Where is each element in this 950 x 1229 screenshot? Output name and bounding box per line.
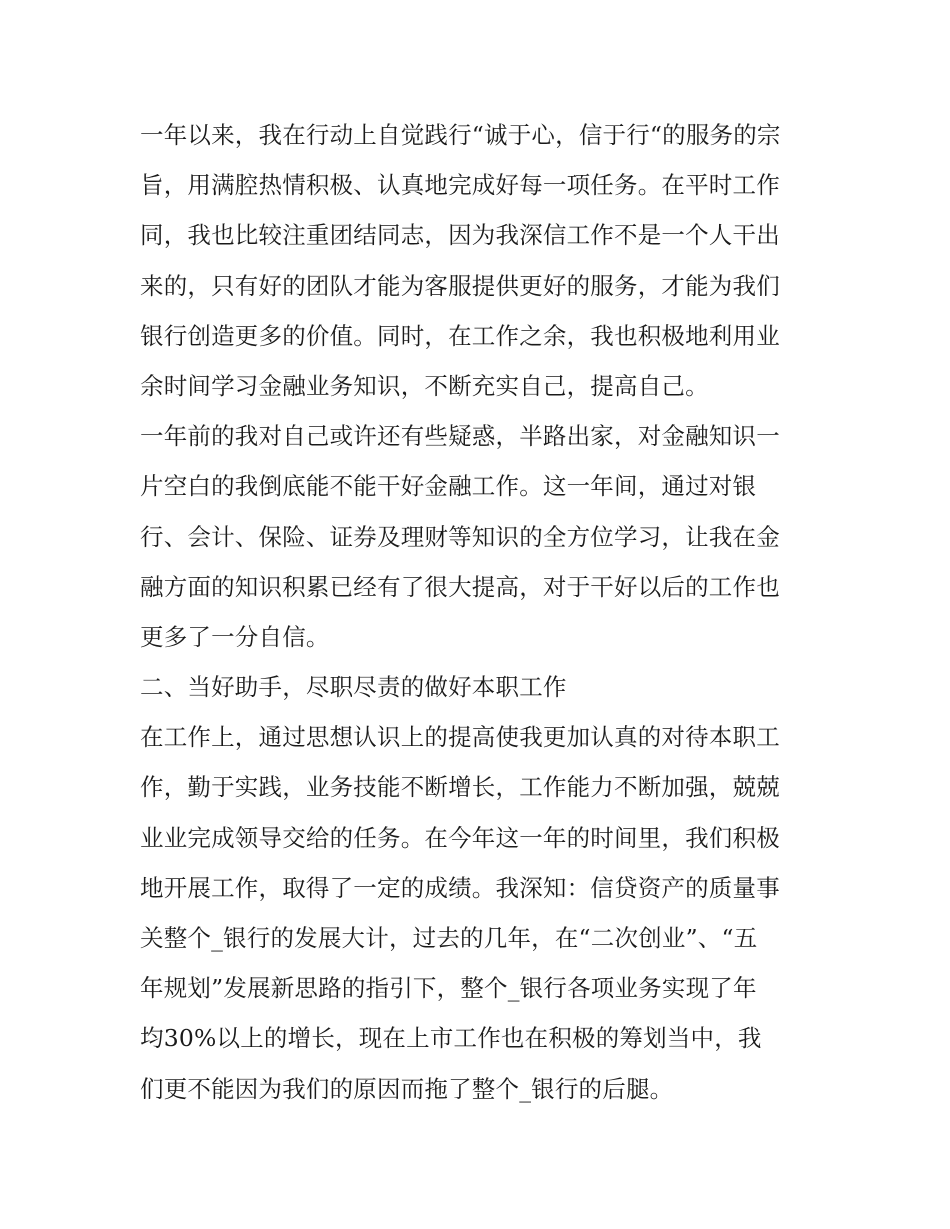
- text-line-18: 年规划”发展新思路的指引下，整个_银行各项业务实现了年: [140, 974, 757, 1003]
- document-body: [140, 110, 820, 1114]
- text-line-2: 旨，用满腔热情积极、认真地完成好每一项任务。在平时工作: [140, 171, 780, 200]
- text-line-15: 业业完成领导交给的任务。在今年这一年的时间里，我们积极: [140, 823, 780, 852]
- text-line-11: 更多了一分自信。: [140, 622, 330, 651]
- text-line-4: 来的，只有好的团队才能为客服提供更好的服务，才能为我们: [140, 271, 780, 300]
- text-line-9: 行、会计、保险、证券及理财等知识的全方位学习，让我在金: [140, 522, 780, 551]
- text-line-19: 均30%以上的增长，现在上市工作也在积极的筹划当中，我: [140, 1024, 762, 1053]
- text-line-5: 银行创造更多的价值。同时，在工作之余，我也积极地利用业: [140, 321, 780, 350]
- section-heading: 二、当好助手，尽职尽责的做好本职工作: [140, 673, 567, 702]
- text-line-14: 作，勤于实践，业务技能不断增长，工作能力不断加强，兢兢: [140, 773, 780, 802]
- text-line-20: 们更不能因为我们的原因而拖了整个_银行的后腿。: [140, 1074, 674, 1103]
- text-line-3: 同，我也比较注重团结同志，因为我深信工作不是一个人干出: [140, 221, 780, 250]
- text-line-1: 一年以来，我在行动上自觉践行“诚于心，信于行“的服务的宗: [140, 121, 781, 149]
- text-line-17: 关整个_银行的发展大计，过去的几年，在“二次创业”、“五: [140, 924, 758, 952]
- text-line-10: 融方面的知识积累已经有了很大提高，对于干好以后的工作也: [140, 572, 780, 601]
- text-line-6: 余时间学习金融业务知识，不断充实自己，提高自己。: [140, 371, 709, 400]
- text-line-13: 在工作上，通过思想认识上的提高使我更加认真的对待本职工: [140, 723, 780, 752]
- text-line-8: 片空白的我倒底能不能干好金融工作。这一年间，通过对银: [140, 472, 757, 501]
- text-line-7: 一年前的我对自己或许还有些疑惑，半路出家，对金融知识一: [140, 422, 780, 451]
- text-line-16: 地开展工作，取得了一定的成绩。我深知：信贷资产的质量事: [140, 873, 780, 902]
